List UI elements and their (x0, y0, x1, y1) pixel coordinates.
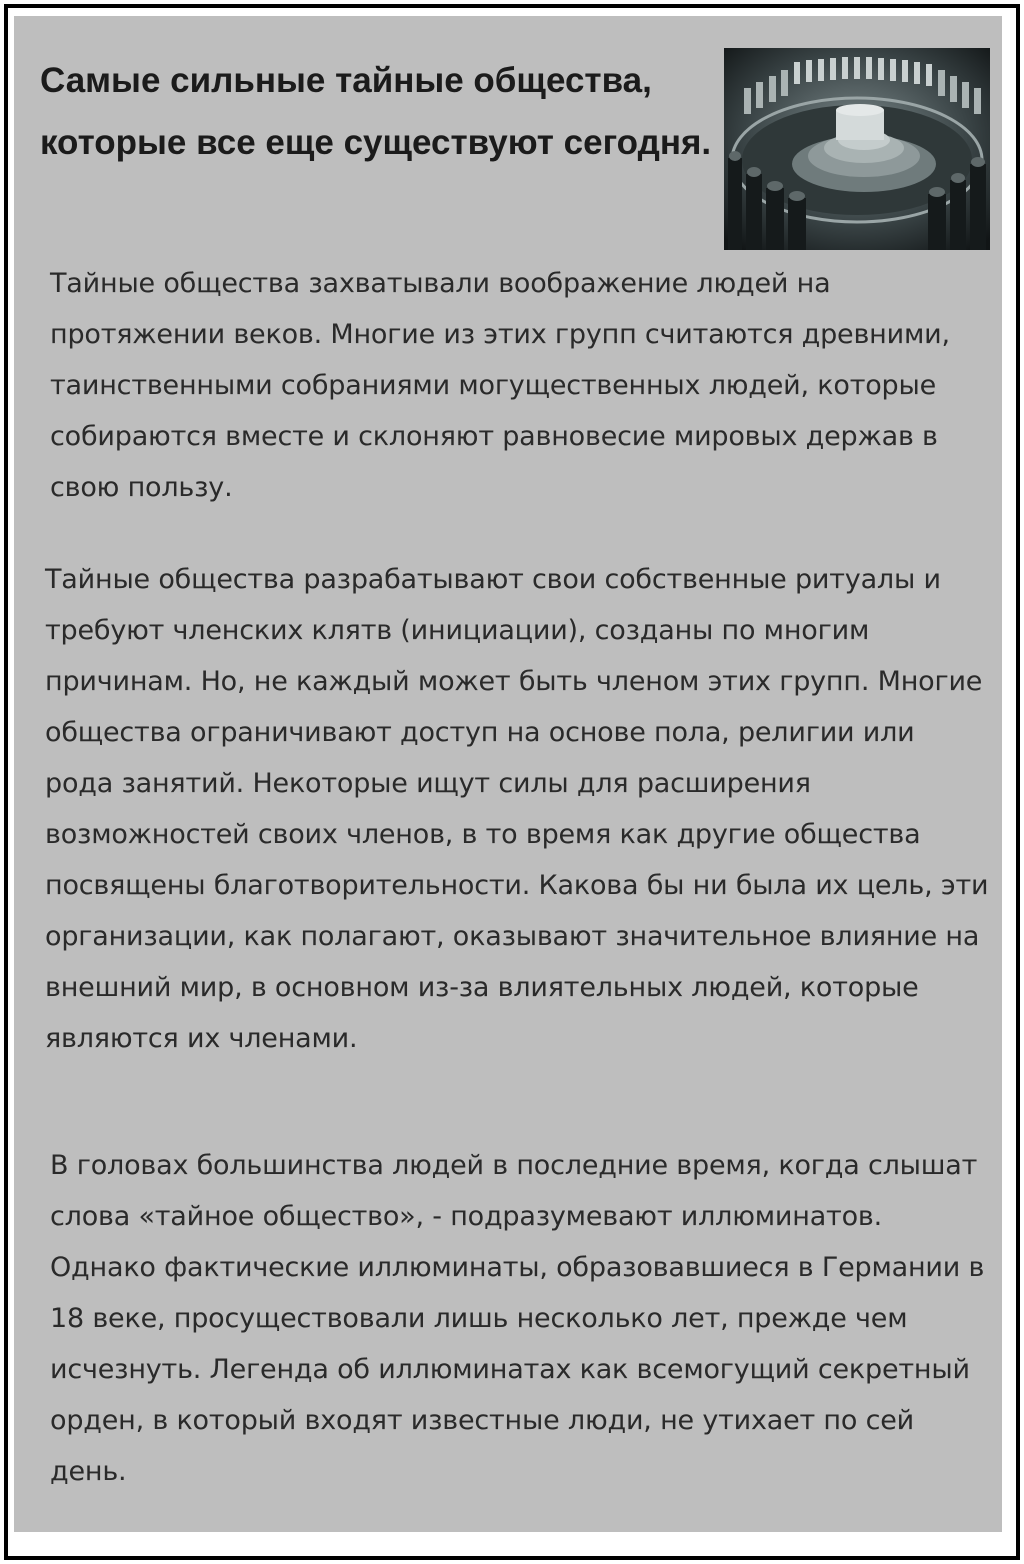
article-title: Самые сильные тайные общества, которые все еще существуют сегодня. (40, 61, 712, 162)
paragraph-intro: Тайные общества захватывали воображение людей на протяжении веков. Многие из этих групп считаются древними, таинственными собраниями могущественных людей, которые собираются вместе и склоняют равновесие мировых держав в свою пользу. (50, 268, 950, 503)
paragraph-illuminati: В головах большинства людей в последние время, когда слышат слова «тайное общество», - подразумевают иллюминатов. Однако фактические иллюминаты, образовавшиеся в Германии в 18 веке, просуществовали лишь несколько лет, прежде чем исчезнуть. Легенда об иллюминатах как всемогущий секретный орден, в который входят известные люди, не утихает по сей день. (50, 1150, 985, 1487)
secret-council-photo (724, 48, 990, 250)
council-chamber-image-icon (724, 48, 990, 250)
paragraph-rituals: Тайные общества разрабатывают свои собственные ритуалы и требуют членских клятв (инициации), созданы по многим причинам. Но, не каждый может быть членом этих групп. Многие общества ограничивают доступ на основе пола, религии или рода занятий. Некоторые ищут силы для расширения возможностей своих членов, в то время как другие общества посвящены благотворительности. Какова бы ни была их цель, эти организации, как полагают, оказывают значительное влияние на внешний мир, в основном из-за влиятельных людей, которые являются их членами. (45, 564, 989, 1054)
article-panel (14, 16, 1002, 1532)
